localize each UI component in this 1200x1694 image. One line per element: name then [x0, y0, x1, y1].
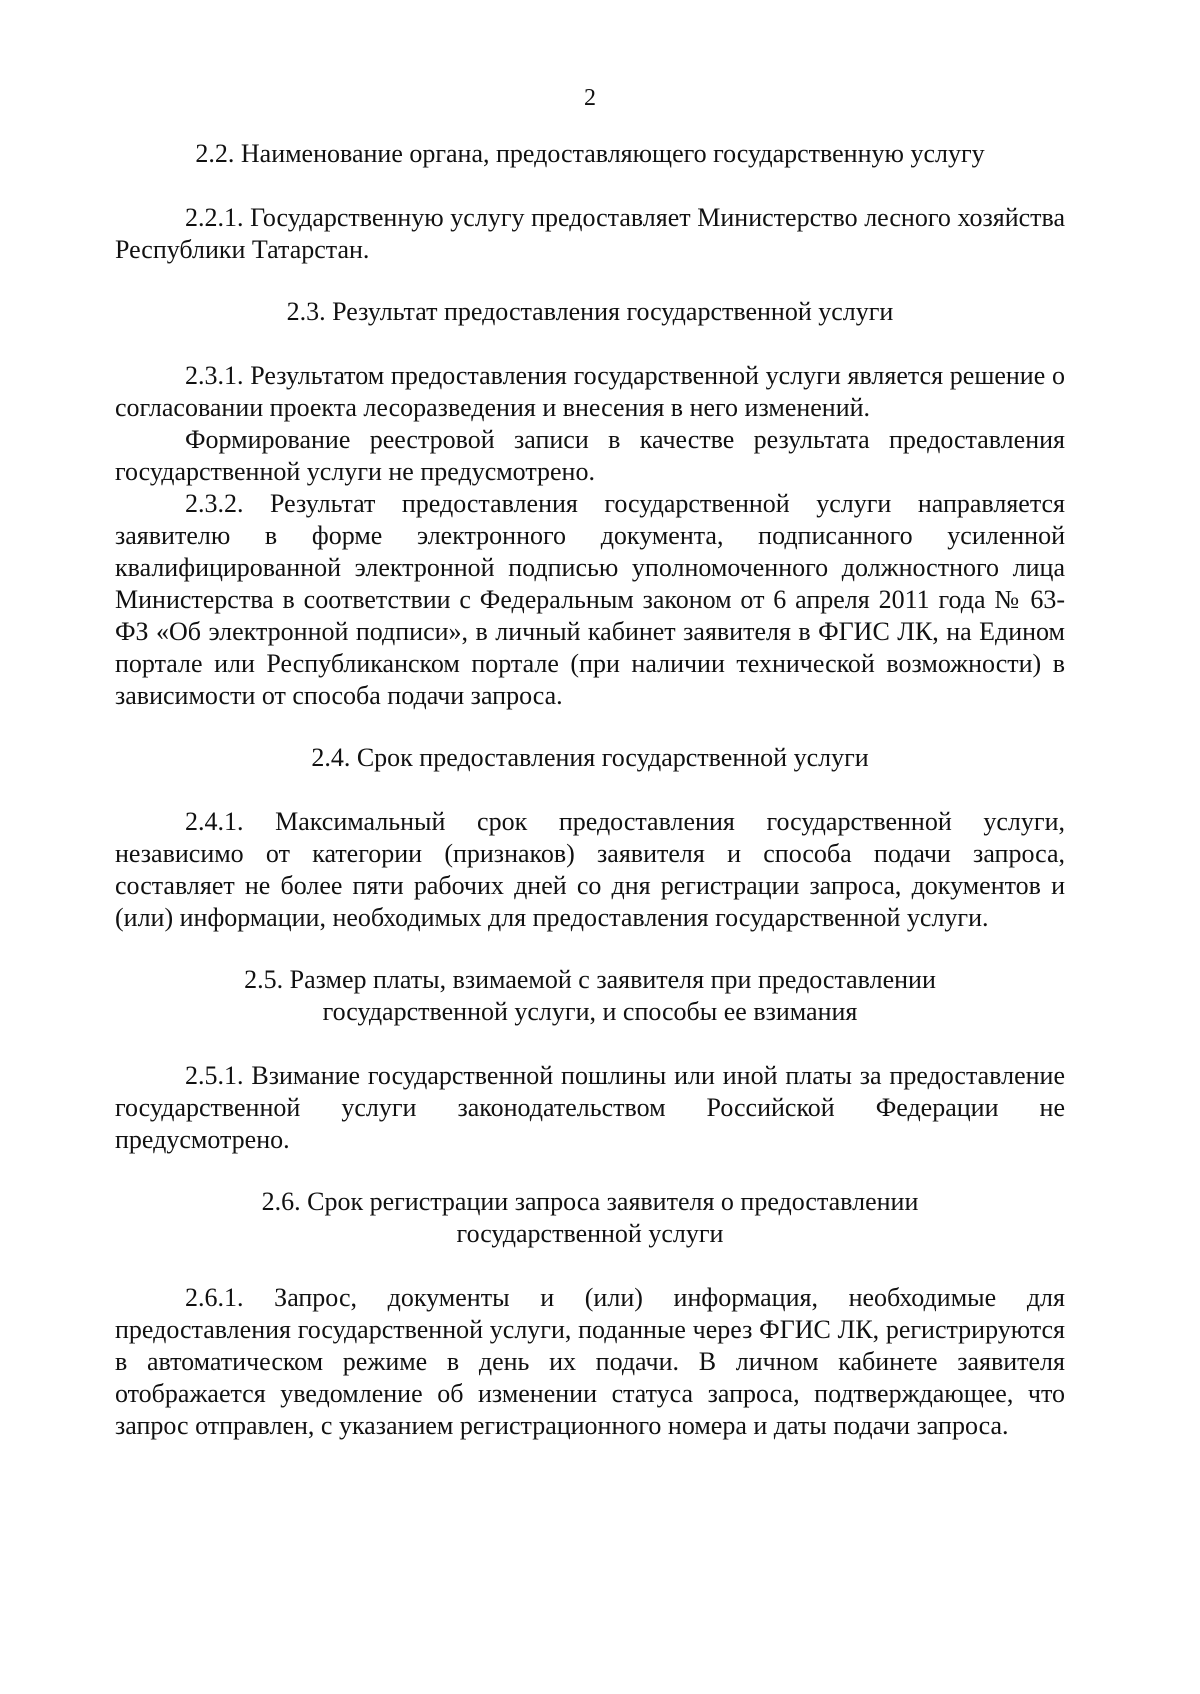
paragraph-2-3-1-registry: Формирование реестровой записи в качестве результата предоставления государственной услуги не предусмотрено. — [115, 425, 1065, 486]
section-heading-2-3: 2.3. Результат предоставления государственной услуги — [286, 297, 894, 326]
section-heading-2-2: 2.2. Наименование органа, предоставляющего государственную услугу — [195, 139, 985, 168]
section-heading-2-6-line-1: 2.6. Срок регистрации запроса заявителя о предоставлении — [261, 1187, 919, 1216]
paragraph-2-6-1: 2.6.1. Запрос, документы и (или) информация, необходимые для предоставления государственной услуги, поданные через ФГИС ЛК, регистрируются в автоматическом режиме в день их подачи. В личном кабинете заявителя отображается уведомление об изменении статуса запроса, подтверждающее, что запрос отправлен, с указанием регистрационного номера и даты подачи запроса. — [115, 1283, 1065, 1440]
section-heading-2-6-line-2: государственной услуги — [456, 1219, 724, 1248]
paragraph-2-5-1: 2.5.1. Взимание государственной пошлины или иной платы за предоставление государственной услуги законодательством Российской Федерации не предусмотрено. — [115, 1061, 1065, 1154]
section-heading-2-5-line-2: государственной услуги, и способы ее взимания — [322, 997, 858, 1026]
paragraph-2-3-1: 2.3.1. Результатом предоставления государственной услуги является решение о согласовании проекта лесоразведения и внесения в него изменений. — [115, 361, 1065, 422]
paragraph-2-2-1: 2.2.1. Государственную услугу предоставляет Министерство лесного хозяйства Республики Татарстан. — [115, 203, 1065, 264]
paragraph-2-3-2: 2.3.2. Результат предоставления государственной услуги направляется заявителю в форме электронного документа, подписанного усиленной квалифицированной электронной подписью уполномоченного должностного лица Министерства в соответствии с Федеральным законом от 6 апреля 2011 года № 63-ФЗ «Об электронной подписи», в личный кабинет заявителя в ФГИС ЛК, на Едином портале или Республиканском портале (при наличии технической возможности) в зависимости от способа подачи запроса. — [115, 489, 1065, 710]
section-heading-2-4: 2.4. Срок предоставления государственной услуги — [311, 743, 869, 772]
document-body — [115, 138, 1065, 1442]
section-heading-2-5-line-1: 2.5. Размер платы, взимаемой с заявителя при предоставлении — [244, 965, 936, 994]
page-number: 2 — [584, 85, 596, 111]
paragraph-2-4-1: 2.4.1. Максимальный срок предоставления государственной услуги, независимо от категории (признаков) заявителя и способа подачи запроса, составляет не более пяти рабочих дней со дня регистрации запроса, документов и (или) информации, необходимых для предоставления государственной услуги. — [115, 807, 1065, 932]
